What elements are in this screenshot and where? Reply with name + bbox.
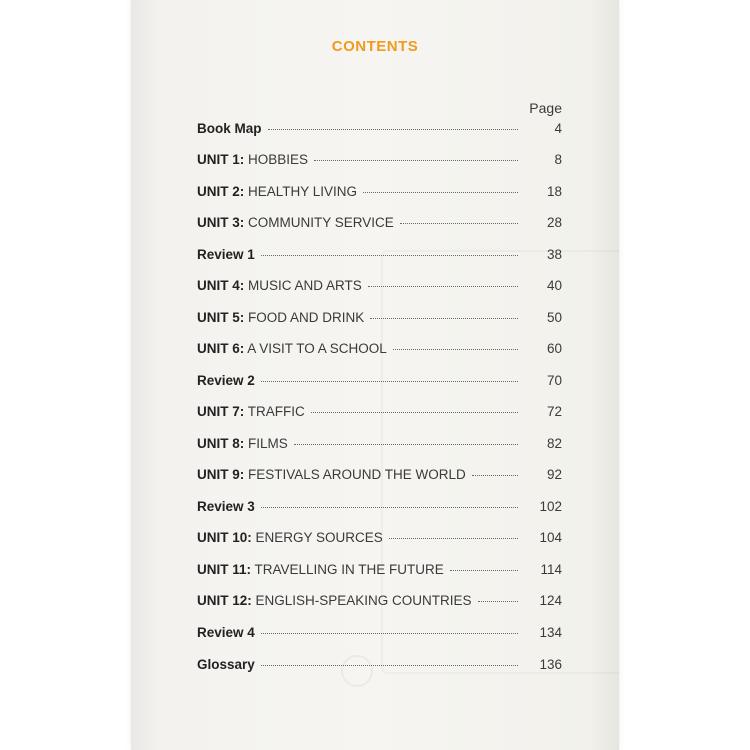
toc-entry[interactable] bbox=[197, 499, 562, 521]
toc-entry[interactable] bbox=[197, 310, 562, 332]
toc-entry-label bbox=[197, 404, 305, 419]
toc-entry[interactable] bbox=[197, 184, 562, 206]
toc-entry-label bbox=[197, 373, 255, 388]
toc-entry-title: TRAFFIC bbox=[244, 404, 305, 419]
toc-entry-title: TRAVELLING IN THE FUTURE bbox=[251, 562, 444, 577]
toc-entry[interactable] bbox=[197, 341, 562, 363]
toc-entry-label bbox=[197, 278, 362, 293]
toc-entry-title: ENGLISH-SPEAKING COUNTRIES bbox=[251, 593, 472, 608]
dot-leader bbox=[450, 570, 518, 571]
toc-entry[interactable] bbox=[197, 436, 562, 458]
toc-entry-label bbox=[197, 562, 444, 577]
toc-entry-label bbox=[197, 341, 387, 356]
toc-entry-prefix: UNIT 7: bbox=[197, 404, 245, 419]
dot-leader bbox=[472, 475, 518, 476]
toc-entry-title: HOBBIES bbox=[244, 152, 309, 167]
toc-entry-page: 82 bbox=[546, 436, 562, 451]
toc-entry-label bbox=[197, 625, 255, 640]
toc-entry-page: 114 bbox=[540, 562, 562, 577]
dot-leader bbox=[478, 601, 518, 602]
dot-leader bbox=[294, 444, 518, 445]
toc-entry-title: FILMS bbox=[244, 436, 288, 451]
toc-entry-page: 70 bbox=[546, 373, 562, 388]
toc-entry-prefix: UNIT 2: bbox=[197, 184, 245, 199]
toc-entry-page: 72 bbox=[546, 404, 562, 419]
toc-entry-page: 38 bbox=[546, 247, 562, 262]
toc-entry-label bbox=[197, 593, 472, 608]
toc-entry-label bbox=[197, 121, 262, 136]
toc-entry[interactable] bbox=[197, 593, 562, 615]
toc-entry[interactable] bbox=[197, 278, 562, 300]
dot-leader bbox=[268, 129, 518, 130]
toc-entry-page: 134 bbox=[539, 625, 562, 640]
toc-entry[interactable] bbox=[197, 657, 562, 679]
toc-entry-label bbox=[197, 499, 255, 514]
toc-entry-prefix: Review 3 bbox=[197, 499, 255, 514]
toc-entry-page: 40 bbox=[546, 278, 562, 293]
toc-entry-label bbox=[197, 152, 308, 167]
toc-entry-prefix: UNIT 4: bbox=[197, 278, 245, 293]
toc-entry-title: ENERGY SOURCES bbox=[251, 530, 383, 545]
toc-entry-prefix: UNIT 12: bbox=[197, 593, 252, 608]
dot-leader bbox=[400, 223, 518, 224]
toc-entry[interactable] bbox=[197, 625, 562, 647]
dot-leader bbox=[261, 507, 518, 508]
toc-entry-title: COMMUNITY SERVICE bbox=[244, 215, 394, 230]
toc-entry-title: A VISIT TO A SCHOOL bbox=[244, 341, 387, 356]
toc-entry-label bbox=[197, 247, 255, 262]
toc-entry-page: 50 bbox=[546, 310, 562, 325]
dot-leader bbox=[311, 412, 518, 413]
toc-entry-prefix: Review 2 bbox=[197, 373, 255, 388]
toc-entry-page: 136 bbox=[539, 657, 562, 672]
toc-entry-label bbox=[197, 436, 288, 451]
toc-entry-prefix: UNIT 5: bbox=[197, 310, 245, 325]
contents-title: CONTENTS bbox=[331, 38, 419, 55]
toc-entry-title: FOOD AND DRINK bbox=[244, 310, 365, 325]
toc-entry-title: FESTIVALS AROUND THE WORLD bbox=[244, 467, 466, 482]
toc-entry-prefix: UNIT 3: bbox=[197, 215, 245, 230]
toc-entry-prefix: UNIT 10: bbox=[197, 530, 252, 545]
toc-entry[interactable] bbox=[197, 152, 562, 174]
toc-entry[interactable] bbox=[197, 404, 562, 426]
dot-leader bbox=[261, 633, 518, 634]
toc-entry-page: 102 bbox=[539, 499, 562, 514]
toc-entry-label bbox=[197, 215, 394, 230]
toc-entry-label bbox=[197, 310, 364, 325]
toc-entry-page: 28 bbox=[546, 215, 562, 230]
toc-entry[interactable] bbox=[197, 121, 562, 143]
dot-leader bbox=[261, 381, 518, 382]
dot-leader bbox=[314, 160, 518, 161]
toc-entry-page: 104 bbox=[539, 530, 562, 545]
page-column-header: Page bbox=[529, 100, 562, 116]
dot-leader bbox=[393, 349, 518, 350]
toc-entry-page: 92 bbox=[546, 467, 562, 482]
toc-entry[interactable] bbox=[197, 373, 562, 395]
toc-entry-prefix: UNIT 11: bbox=[197, 562, 252, 577]
toc-entry-page: 8 bbox=[554, 152, 562, 167]
dot-leader bbox=[261, 255, 518, 256]
toc-entry-prefix: Review 4 bbox=[197, 625, 255, 640]
toc-entry-prefix: Review 1 bbox=[197, 247, 255, 262]
dot-leader bbox=[368, 286, 518, 287]
toc-entry-page: 4 bbox=[554, 121, 562, 136]
toc-entry-prefix: UNIT 9: bbox=[197, 467, 245, 482]
toc-entry[interactable] bbox=[197, 530, 562, 552]
dot-leader bbox=[370, 318, 518, 319]
toc-entry-page: 60 bbox=[546, 341, 562, 356]
dot-leader bbox=[261, 665, 518, 666]
toc-entry-title: HEALTHY LIVING bbox=[244, 184, 358, 199]
toc-entry-page: 18 bbox=[546, 184, 562, 199]
toc-entry[interactable] bbox=[197, 215, 562, 237]
toc-entry-label bbox=[197, 530, 383, 545]
toc-entry-page: 124 bbox=[539, 593, 562, 608]
toc-entry-prefix: UNIT 8: bbox=[197, 436, 245, 451]
toc-entry-prefix: UNIT 1: bbox=[197, 152, 245, 167]
toc-entry-label bbox=[197, 657, 255, 672]
toc-entry-prefix: Glossary bbox=[197, 657, 255, 672]
dot-leader bbox=[363, 192, 518, 193]
toc-entry[interactable] bbox=[197, 467, 562, 489]
toc-entry-prefix: Book Map bbox=[197, 121, 262, 136]
toc-entry-prefix: UNIT 6: bbox=[197, 341, 245, 356]
toc-entry[interactable] bbox=[197, 562, 562, 584]
dot-leader bbox=[389, 538, 518, 539]
toc-entry-label bbox=[197, 467, 466, 482]
book-page bbox=[131, 0, 619, 750]
toc-entry-label bbox=[197, 184, 357, 199]
toc-entry[interactable] bbox=[197, 247, 562, 269]
toc-entry-title: MUSIC AND ARTS bbox=[244, 278, 362, 293]
